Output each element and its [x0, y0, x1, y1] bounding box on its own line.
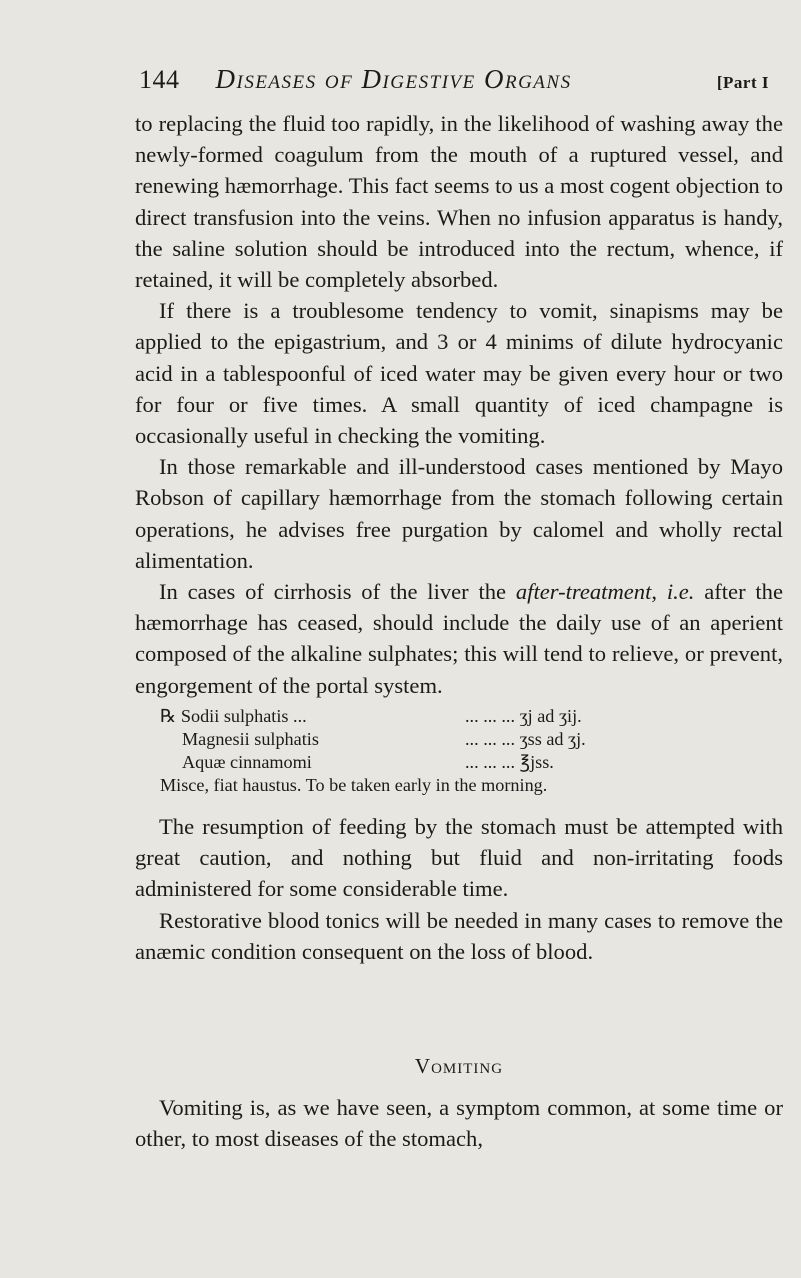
prescription-dose: ... ... ... ʒss ad ʒj. [465, 729, 586, 749]
page-header [139, 64, 769, 95]
italic-ie: i.e. [666, 579, 695, 605]
paragraph-transfusion: to replacing the fluid too rapidly, in the likelihood of washing away the newly-formed coagulum from the mouth of a ruptured vessel, and renewing hæmorrhage. This fact seems to us a most cogent objection to direct transfusion into the veins. When no infusion apparatus is handy, the saline solution should be introduced into the rectum, whence, if retained, it will be completely absorbed. [135, 111, 783, 293]
prescription-block [160, 705, 780, 797]
prescription-line [160, 751, 780, 774]
body-text-lower [135, 1092, 783, 1154]
prescription-directions: Misce, fiat haustus. To be taken early in the morning. [160, 775, 548, 795]
recipe-symbol: ℞ [160, 706, 177, 726]
prescription-dose: ... ... ... ʒj ad ʒij. [465, 706, 582, 726]
prescription-line [160, 728, 780, 751]
page-number: 144 [139, 65, 180, 94]
prescription-line [160, 705, 780, 728]
body-text-middle [135, 811, 783, 967]
paragraph-vomit-tendency: If there is a troublesome tendency to vomit, sinapisms may be applied to the epigastrium, and 3 or 4 minims of dilute hydrocyanic acid in a tablespoonful of iced water may be given every hour or two for four or five times. A small quantity of iced champagne is occasionally useful in checking the vomiting. [135, 298, 783, 449]
prescription-drug: ℞ Sodii sulphatis ... [160, 706, 307, 726]
part-label: [Part I [716, 73, 769, 92]
italic-after-treatment: after-treatment [515, 579, 652, 605]
paragraph-blood-tonics: Restorative blood tonics will be needed in many cases to remove the anæmic condition consequent on the loss of blood. [135, 907, 783, 964]
paragraph-resumption-feeding: The resumption of feeding by the stomach must be attempted with great caution, and nothing but fluid and non-irritating foods administered for some considerable time. [135, 814, 783, 902]
cirrhosis-text-after: after the hæmorrhage has ceased, should include the daily use of an aperient composed of the alkaline sulphates; this will tend to relieve, or prevent, engorgement of the portal system. [135, 579, 784, 698]
paragraph-capillary-haemorrhage: In those remarkable and ill-understood cases mentioned by Mayo Robson of capillary hæmorrhage from the stomach following certain operations, he advises free purgation by calomel and wholly rectal alimentation. [135, 454, 783, 573]
prescription-drug: Magnesii sulphatis [182, 729, 319, 749]
paragraph-cirrhosis [135, 576, 783, 701]
prescription-drug: Aquæ cinnamomi [182, 752, 312, 772]
prescription-dose: ... ... ... ℥jss. [465, 752, 554, 772]
cirrhosis-text-middle: , [651, 579, 667, 605]
section-heading: Vomiting [414, 1054, 504, 1078]
cirrhosis-text-before: In cases of cirrhosis of the liver the [159, 579, 516, 605]
body-text-upper [135, 108, 783, 701]
running-title: Diseases of Digestive Organs [215, 64, 572, 94]
paragraph-vomiting: Vomiting is, as we have seen, a symptom common, at some time or other, to most diseases of the stomach, [135, 1095, 783, 1152]
